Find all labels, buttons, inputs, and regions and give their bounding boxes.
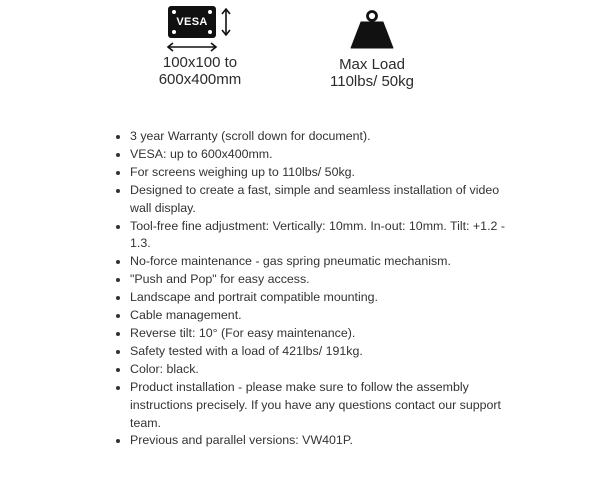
feature-item: • "Push and Pop" for easy access. — [130, 271, 510, 289]
feature-item: • Landscape and portrait compatible mounting. — [130, 289, 510, 307]
feature-list — [110, 128, 510, 450]
feature-item: • Cable management. — [130, 307, 510, 325]
max-load-label: Max Load — [339, 56, 405, 73]
vesa-range-line2: 600x400mm — [158, 71, 242, 88]
feature-item: • For screens weighing up to 110lbs/ 50kg. — [130, 164, 510, 182]
vesa-range-line1: 100x100 to — [162, 54, 238, 71]
feature-item: • No-force maintenance - gas spring pneumatic mechanism. — [130, 253, 510, 271]
max-load-value: 110lbs/ 50kg — [330, 73, 414, 90]
feature-item: • Safety tested with a load of 421lbs/ 191kg. — [130, 343, 510, 361]
vesa-spec — [120, 4, 280, 88]
feature-item: • Reverse tilt: 10° (For easy maintenance). — [130, 325, 510, 343]
max-load-spec — [292, 6, 452, 90]
weight-icon — [292, 6, 452, 56]
horizontal-arrow-icon — [166, 41, 218, 53]
vesa-mount-icon — [120, 4, 280, 54]
feature-item: • VESA: up to 600x400mm. — [130, 146, 510, 164]
vertical-arrow-icon — [220, 7, 232, 37]
feature-item: • Product installation - please make sure to follow the assembly instructions precisely. If you have any questions contact our support team. — [130, 379, 510, 433]
vesa-badge — [168, 6, 216, 38]
feature-item: • Designed to create a fast, simple and seamless installation of video wall display. — [130, 182, 510, 218]
feature-item: • 3 year Warranty (scroll down for document). — [130, 128, 510, 146]
vesa-badge-label: VESA — [176, 16, 208, 28]
feature-item: • Color: black. — [130, 361, 510, 379]
feature-item: • Previous and parallel versions: VW401P. — [130, 432, 510, 450]
feature-item: • Tool-free fine adjustment: Vertically: 10mm. In-out: 10mm. Tilt: +1.2 - 1.3. — [130, 218, 510, 254]
